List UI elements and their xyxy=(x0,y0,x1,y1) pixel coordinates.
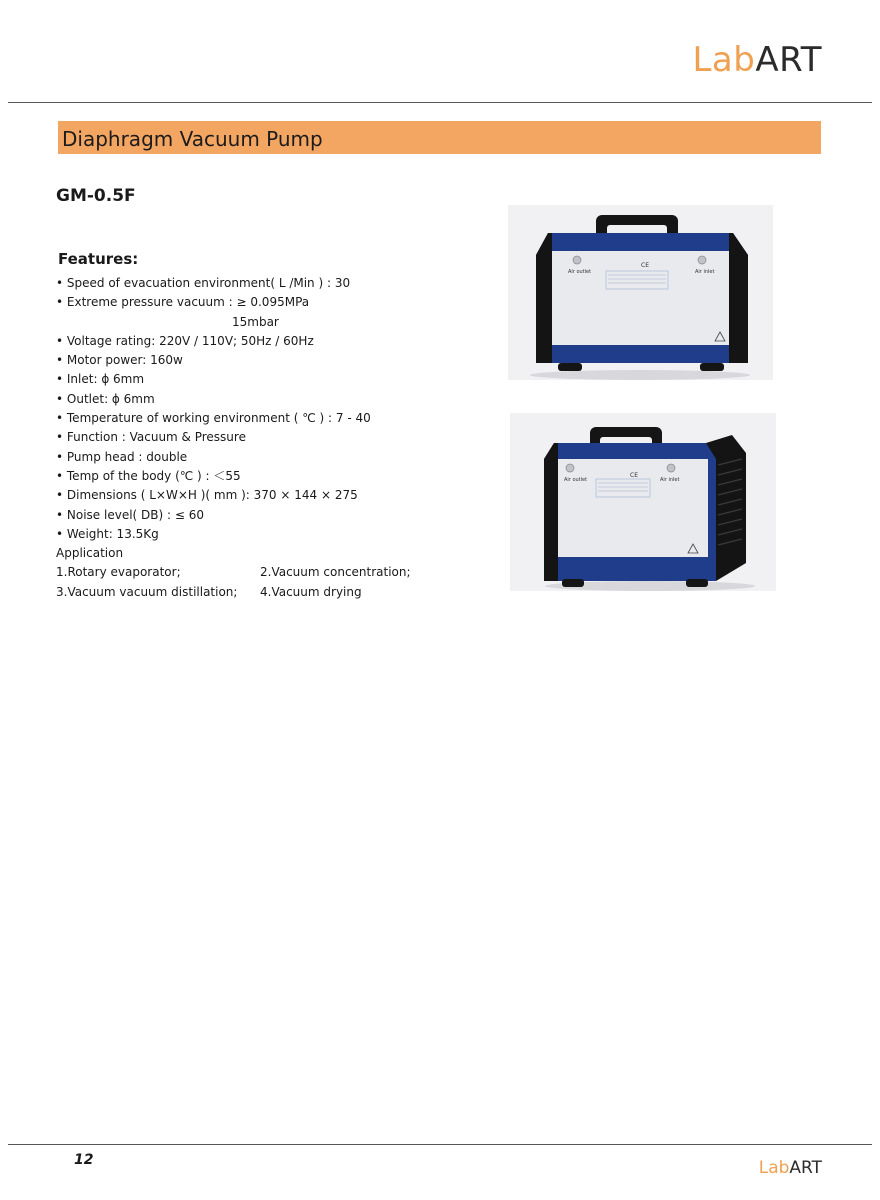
feature-item: • Temperature of working environment ( ℃ ) : 7 - 40 xyxy=(56,411,371,426)
footer-logo-lab-text: Lab xyxy=(758,1158,790,1178)
photo1-ce-mark: CE xyxy=(641,262,649,269)
photo2-outlet-label: Air outlet xyxy=(564,477,588,483)
feature-item: • Pump head : double xyxy=(56,449,188,464)
header-divider xyxy=(8,102,872,103)
feature-item: • Voltage rating: 220V / 110V; 50Hz / 60Hz xyxy=(56,333,314,348)
logo-art-text: ART xyxy=(755,40,822,80)
feature-item: • Temp of the body (℃ ) : ＜55 xyxy=(56,468,241,483)
pump-photo-front xyxy=(508,205,773,380)
brand-logo xyxy=(692,40,822,80)
feature-item: • Weight: 13.5Kg xyxy=(56,526,159,541)
footer-logo xyxy=(759,1158,822,1178)
feature-item: • Extreme pressure vacuum : ≥ 0.095MPa xyxy=(56,295,310,310)
footer-divider xyxy=(8,1144,872,1145)
photo2-ce-mark: CE xyxy=(630,472,638,479)
feature-item: • Outlet: ϕ 6mm xyxy=(56,391,155,406)
application-item: 4.Vacuum drying xyxy=(260,584,362,599)
features-heading: Features: xyxy=(58,250,139,268)
pump-angled-illustration xyxy=(510,413,776,591)
photo2-inlet-label: Air inlet xyxy=(660,477,680,483)
photo1-inlet-label: Air inlet xyxy=(695,269,715,275)
features-list xyxy=(56,274,496,602)
title-banner xyxy=(58,121,821,154)
feature-item: 15mbar xyxy=(232,314,279,329)
feature-item: • Dimensions ( L×W×H )( mm ): 370 × 144 × 275 xyxy=(56,488,358,503)
application-row xyxy=(56,563,496,582)
application-row xyxy=(56,583,496,602)
footer-logo-art-text: ART xyxy=(789,1158,822,1178)
feature-item: • Noise level( DB) : ≤ 60 xyxy=(56,507,204,522)
feature-item: • Function : Vacuum & Pressure xyxy=(56,430,246,445)
feature-item: • Inlet: ϕ 6mm xyxy=(56,372,145,387)
photo1-outlet-label: Air outlet xyxy=(568,269,592,275)
feature-item: • Speed of evacuation environment( L /Min ) : 30 xyxy=(56,276,351,290)
logo-lab-text: Lab xyxy=(692,40,756,80)
page-number: 12 xyxy=(74,1152,94,1168)
application-heading: Application xyxy=(56,546,124,561)
pump-front-illustration xyxy=(508,205,773,380)
application-item: 3.Vacuum vacuum distillation; xyxy=(56,584,238,599)
application-item: 1.Rotary evaporator; xyxy=(56,565,181,580)
page-title: Diaphragm Vacuum Pump xyxy=(62,127,323,151)
application-item: 2.Vacuum concentration; xyxy=(260,565,411,580)
feature-item: • Motor power: 160w xyxy=(56,353,183,368)
model-name: GM-0.5F xyxy=(56,186,136,206)
pump-photo-angled xyxy=(510,413,776,591)
